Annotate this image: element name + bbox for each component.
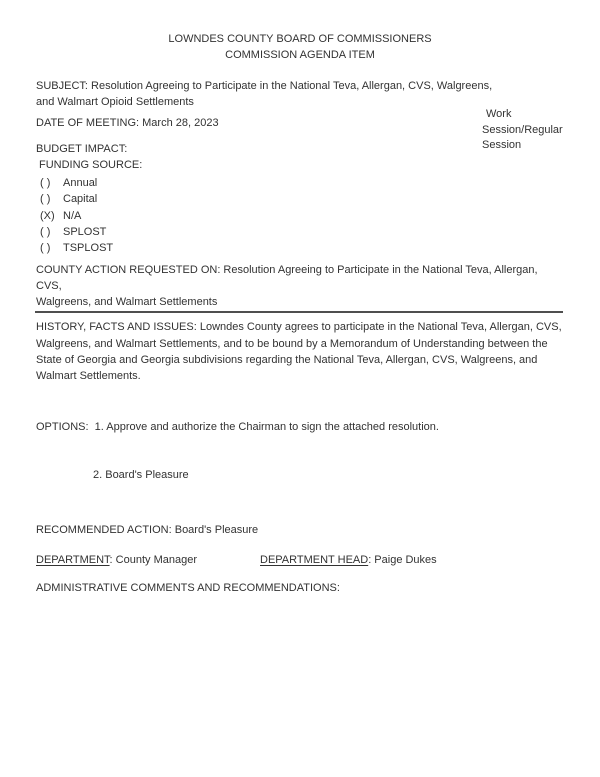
department-head-label: DEPARTMENT HEAD <box>260 553 369 566</box>
history-line: State of Georgia and Georgia subdivisions regarding the National Teva, Allergan, CVS, Walgreens, and <box>36 354 538 367</box>
funding-option-tsplost <box>36 240 564 256</box>
document-title-line1: LOWNDES COUNTY BOARD OF COMMISSIONERS <box>168 33 432 45</box>
subject-line: SUBJECT: Resolution Agreeing to Participate in the National Teva, Allergan, CVS, Walgreens, <box>36 80 493 92</box>
funding-option-label: Annual <box>63 177 98 189</box>
funding-option-label: SPLOST <box>63 225 107 238</box>
funding-option-label: TSPLOST <box>63 242 114 255</box>
funding-option-na <box>36 208 564 224</box>
document-title-line2: COMMISSION AGENDA ITEM <box>225 49 375 61</box>
section-divider <box>35 311 563 313</box>
budget-impact-label: BUDGET IMPACT: <box>36 143 128 155</box>
administrative-comments-heading: ADMINISTRATIVE COMMENTS AND RECOMMENDATIONS: <box>36 581 340 594</box>
department-label: DEPARTMENT <box>36 553 110 566</box>
session-note-line: Session/Regular <box>482 123 563 136</box>
session-note-line: Session <box>482 139 522 151</box>
county-action-line: Walgreens, and Walmart Settlements <box>36 296 218 309</box>
history-facts-issues-section <box>36 319 564 384</box>
department-value: : County Manager <box>109 553 197 566</box>
checkbox-splost: ( ) <box>40 225 51 238</box>
funding-options-list <box>36 175 564 256</box>
options-section <box>36 387 564 515</box>
date-of-meeting: DATE OF MEETING: March 28, 2023 <box>36 117 219 129</box>
subject-line: and Walmart Opioid Settlements <box>36 96 194 108</box>
session-type-note <box>482 107 572 154</box>
checkbox-tsplost: ( ) <box>40 242 51 255</box>
history-line: Walgreens, and Walmart Settlements, and to be bound by a Memorandum of Understanding between the <box>36 337 548 350</box>
options-line1: OPTIONS: 1. Approve and authorize the Chairman to sign the attached resolution. <box>36 420 439 433</box>
session-note-line: Work <box>486 108 512 120</box>
recommended-action: RECOMMENDED ACTION: Board's Pleasure <box>36 523 259 536</box>
options-line2: 2. Board's Pleasure <box>93 468 189 481</box>
subject-section <box>36 78 564 110</box>
funding-option-label: N/A <box>63 209 82 222</box>
checkbox-na-checked: (X) <box>40 209 55 222</box>
department-row <box>36 552 564 568</box>
document-header <box>36 31 564 63</box>
history-line: HISTORY, FACTS AND ISSUES: Lowndes County agrees to participate in the National Teva, Allergan, CVS, <box>36 321 562 334</box>
funding-option-capital <box>36 191 564 207</box>
funding-option-splost <box>36 224 564 240</box>
department-head-cell <box>260 554 437 566</box>
funding-option-label: Capital <box>63 193 98 206</box>
department-cell <box>36 552 260 568</box>
county-action-section <box>36 262 564 310</box>
history-line: Walmart Settlements. <box>36 370 141 383</box>
funding-option-annual <box>36 175 564 191</box>
checkbox-annual: ( ) <box>40 177 51 189</box>
department-head-value: : Paige Dukes <box>368 553 437 566</box>
funding-source-label: FUNDING SOURCE: <box>39 159 143 171</box>
checkbox-capital: ( ) <box>40 193 51 206</box>
county-action-line: COUNTY ACTION REQUESTED ON: Resolution Agreeing to Participate in the National Teva, Allergan, CVS, <box>36 264 538 293</box>
